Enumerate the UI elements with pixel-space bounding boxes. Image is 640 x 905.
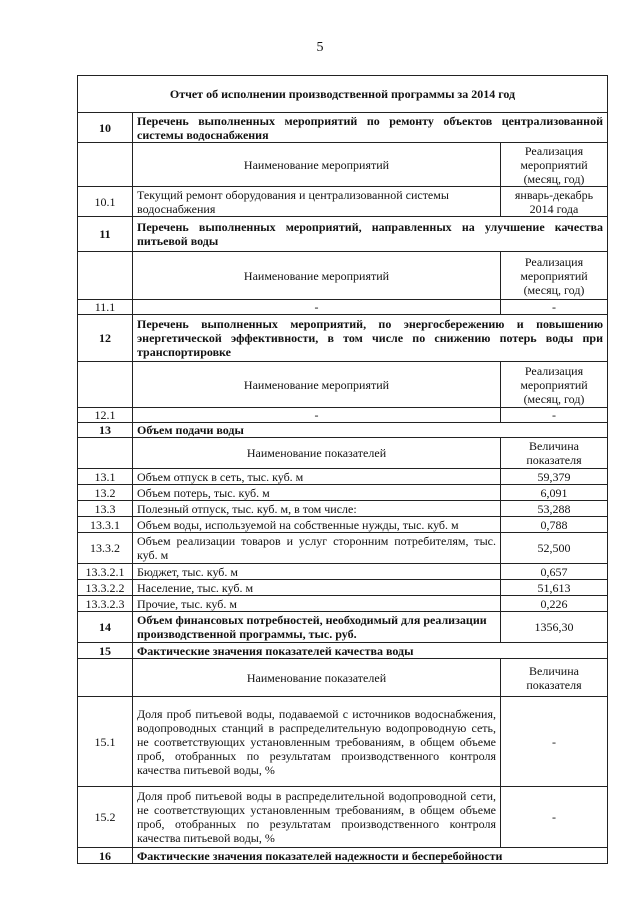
table-row bbox=[78, 596, 608, 612]
table-header-row bbox=[78, 143, 608, 187]
section-number: 13 bbox=[78, 423, 133, 438]
column-header-name: Наименование мероприятий bbox=[133, 143, 501, 187]
table-row bbox=[78, 300, 608, 315]
section-number: 11 bbox=[78, 217, 133, 252]
section-title: Объем подачи воды bbox=[133, 423, 608, 438]
row-name: Доля проб питьевой воды, подаваемой с источников водоснабжения, водопроводных станций в распределительную водопроводную сеть, не соответствующих установленным требованиям, в общем объеме проб, отобранных по результатам производственного контроля качества питьевой воды, % bbox=[133, 697, 501, 787]
row-name: Объем воды, используемой на собственные нужды, тыс. куб. м bbox=[133, 517, 501, 533]
column-header-value: Реализация мероприятий (месяц, год) bbox=[501, 362, 608, 408]
section-row bbox=[78, 217, 608, 252]
row-name: Полезный отпуск, тыс. куб. м, в том числе: bbox=[133, 501, 501, 517]
row-name: Текущий ремонт оборудования и централизованной системы водоснабжения bbox=[133, 187, 501, 217]
row-number: 13.3.2.2 bbox=[78, 580, 133, 596]
column-header-value: Реализация мероприятий (месяц, год) bbox=[501, 143, 608, 187]
table-row bbox=[78, 564, 608, 580]
row-value: - bbox=[501, 787, 608, 848]
section-number: 16 bbox=[78, 848, 133, 864]
section-number: 10 bbox=[78, 113, 133, 143]
section-row bbox=[78, 612, 608, 643]
empty-cell bbox=[78, 362, 133, 408]
column-header-name: Наименование показателей bbox=[133, 659, 501, 697]
row-value: - bbox=[501, 408, 608, 423]
row-number: 13.3.2.3 bbox=[78, 596, 133, 612]
table-header-row bbox=[78, 252, 608, 300]
section-row bbox=[78, 848, 608, 864]
report-title: Отчет об исполнении производственной программы за 2014 год bbox=[78, 76, 608, 113]
column-header-name: Наименование мероприятий bbox=[133, 252, 501, 300]
table-row bbox=[78, 408, 608, 423]
row-value: 51,613 bbox=[501, 580, 608, 596]
row-number: 13.3.2 bbox=[78, 533, 133, 564]
row-value: 59,379 bbox=[501, 469, 608, 485]
section-number: 15 bbox=[78, 643, 133, 659]
row-value: 52,500 bbox=[501, 533, 608, 564]
table-row bbox=[78, 517, 608, 533]
row-number: 13.2 bbox=[78, 485, 133, 501]
table-row bbox=[78, 533, 608, 564]
row-number: 15.1 bbox=[78, 697, 133, 787]
row-name: Прочие, тыс. куб. м bbox=[133, 596, 501, 612]
table-row bbox=[78, 485, 608, 501]
row-value: 0,657 bbox=[501, 564, 608, 580]
table-row bbox=[78, 469, 608, 485]
table-row bbox=[78, 580, 608, 596]
row-number: 15.2 bbox=[78, 787, 133, 848]
report-table bbox=[77, 75, 608, 864]
row-name: - bbox=[133, 300, 501, 315]
section-title: Перечень выполненных мероприятий, по энергосбережению и повышению энергетической эффективности, в том числе по снижению потерь воды при транспортировке bbox=[133, 315, 608, 362]
row-value: 0,226 bbox=[501, 596, 608, 612]
section-row bbox=[78, 315, 608, 362]
column-header-name: Наименование показателей bbox=[133, 438, 501, 469]
column-header-value: Величина показателя bbox=[501, 438, 608, 469]
row-name: Доля проб питьевой воды в распределительной водопроводной сети, не соответствующих установленным требованиям, в общем объеме проб, отобранных по результатам производственного контроля качества питьевой воды, % bbox=[133, 787, 501, 848]
row-name: - bbox=[133, 408, 501, 423]
row-number: 13.3.1 bbox=[78, 517, 133, 533]
row-number: 10.1 bbox=[78, 187, 133, 217]
table-row bbox=[78, 501, 608, 517]
section-row bbox=[78, 113, 608, 143]
row-name: Объем отпуск в сеть, тыс. куб. м bbox=[133, 469, 501, 485]
row-value: 1356,30 bbox=[501, 612, 608, 643]
row-value: январь-декабрь 2014 года bbox=[501, 187, 608, 217]
table-row bbox=[78, 787, 608, 848]
empty-cell bbox=[78, 143, 133, 187]
section-title: Объем финансовых потребностей, необходимый для реализации производственной программы, тыс. руб. bbox=[133, 612, 501, 643]
section-title: Фактические значения показателей надежности и бесперебойности bbox=[133, 848, 608, 864]
section-number: 12 bbox=[78, 315, 133, 362]
row-name: Объем реализации товаров и услуг сторонним потребителям, тыс. куб. м bbox=[133, 533, 501, 564]
row-name: Население, тыс. куб. м bbox=[133, 580, 501, 596]
page-number: 5 bbox=[316, 40, 324, 55]
table-row bbox=[78, 697, 608, 787]
row-value: 0,788 bbox=[501, 517, 608, 533]
column-header-value: Величина показателя bbox=[501, 659, 608, 697]
row-number: 13.1 bbox=[78, 469, 133, 485]
row-value: - bbox=[501, 697, 608, 787]
empty-cell bbox=[78, 438, 133, 469]
section-row bbox=[78, 643, 608, 659]
empty-cell bbox=[78, 659, 133, 697]
table-row bbox=[78, 187, 608, 217]
section-title: Перечень выполненных мероприятий, направленных на улучшение качества питьевой воды bbox=[133, 217, 608, 252]
section-title: Фактические значения показателей качества воды bbox=[133, 643, 608, 659]
report-title-row bbox=[78, 76, 608, 113]
row-name: Бюджет, тыс. куб. м bbox=[133, 564, 501, 580]
column-header-name: Наименование мероприятий bbox=[133, 362, 501, 408]
table-header-row bbox=[78, 659, 608, 697]
row-value: 53,288 bbox=[501, 501, 608, 517]
row-value: - bbox=[501, 300, 608, 315]
empty-cell bbox=[78, 252, 133, 300]
row-number: 13.3.2.1 bbox=[78, 564, 133, 580]
row-name: Объем потерь, тыс. куб. м bbox=[133, 485, 501, 501]
row-number: 13.3 bbox=[78, 501, 133, 517]
section-row bbox=[78, 423, 608, 438]
table-header-row bbox=[78, 438, 608, 469]
row-number: 12.1 bbox=[78, 408, 133, 423]
row-number: 11.1 bbox=[78, 300, 133, 315]
column-header-value: Реализация мероприятий (месяц, год) bbox=[501, 252, 608, 300]
section-title: Перечень выполненных мероприятий по ремонту объектов централизованной системы водоснабжения bbox=[133, 113, 608, 143]
row-value: 6,091 bbox=[501, 485, 608, 501]
section-number: 14 bbox=[78, 612, 133, 643]
table-header-row bbox=[78, 362, 608, 408]
